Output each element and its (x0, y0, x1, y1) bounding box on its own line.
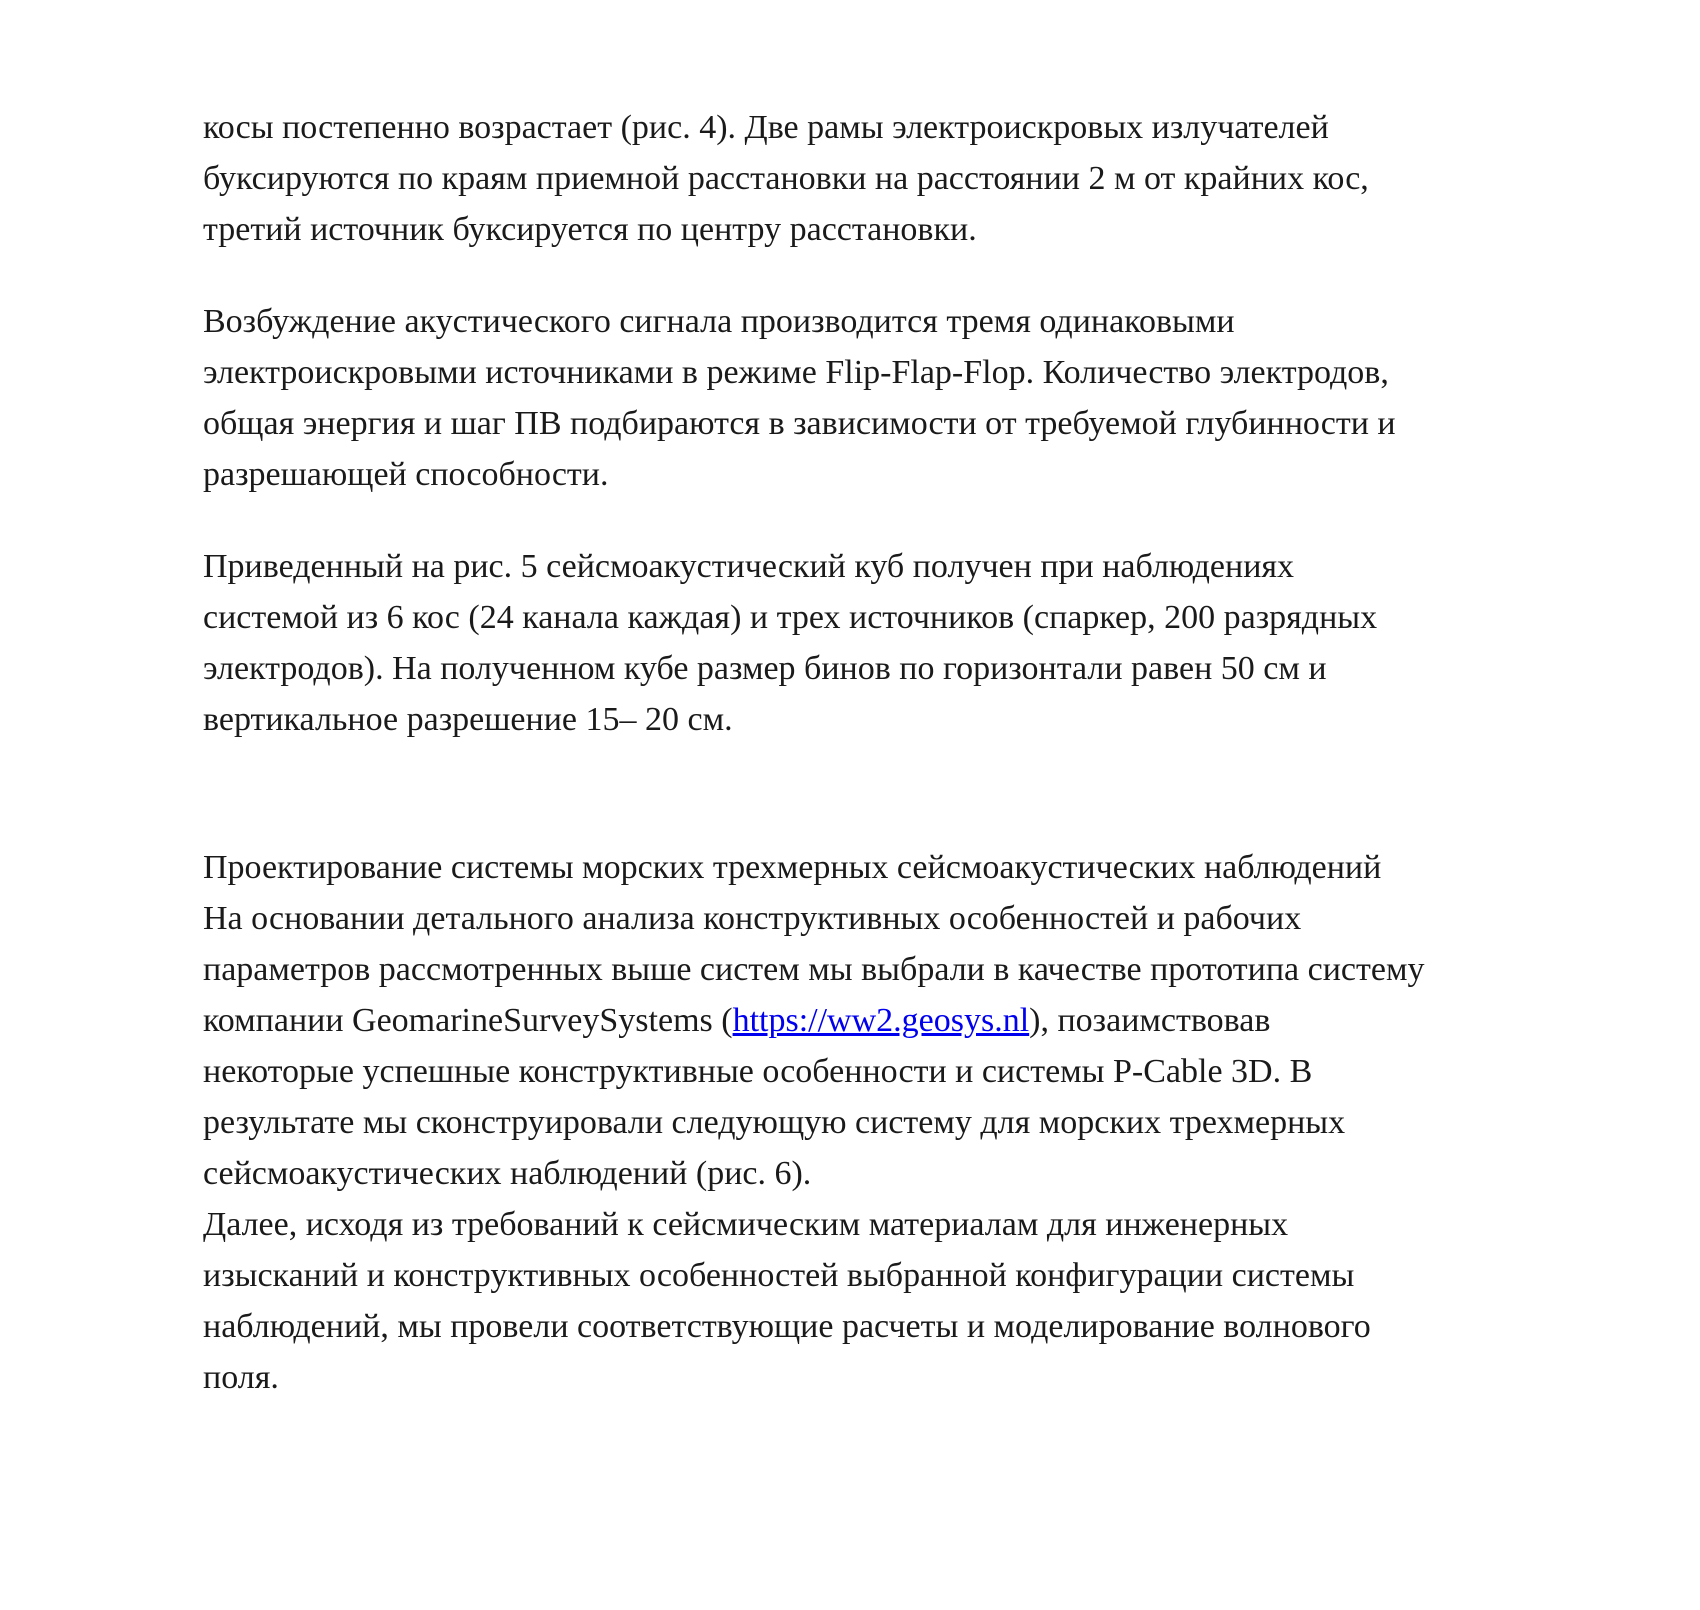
paragraph-2 (203, 296, 1543, 500)
paragraph-3 (203, 541, 1543, 745)
paragraph-line: косы постепенно возрастает (рис. 4). Две рамы электроискровых излучателей (203, 109, 1329, 146)
paragraph-line: некоторые успешные конструктивные особенности и системы P-Cable 3D. В (203, 1053, 1313, 1090)
paragraph-line: Возбуждение акустического сигнала производится тремя одинаковыми (203, 303, 1235, 340)
paragraph-line: системой из 6 кос (24 канала каждая) и трех источников (спаркер, 200 разрядных (203, 599, 1378, 636)
paragraph-line: общая энергия и шаг ПВ подбираются в зависимости от требуемой глубинности и (203, 405, 1396, 442)
line-text-before-link: компании GeomarineSurveySystems ( (203, 1002, 733, 1039)
paragraph-line: Далее, исходя из требований к сейсмическим материалам для инженерных (203, 1206, 1289, 1243)
paragraph-1 (203, 102, 1543, 255)
paragraph-line: параметров рассмотренных выше систем мы выбрали в качестве прототипа систему (203, 951, 1425, 988)
paragraph-spacer (203, 255, 1543, 296)
paragraph-line: электродов). На полученном кубе размер бинов по горизонтали равен 50 см и (203, 650, 1327, 687)
paragraph-line: разрешающей способности. (203, 456, 609, 493)
section-heading: Проектирование системы морских трехмерных сейсмоакустических наблюдений (203, 849, 1382, 886)
paragraph-line: третий источник буксируется по центру расстановки. (203, 211, 977, 248)
paragraph-spacer (203, 500, 1543, 541)
paragraph-line: наблюдений, мы провели соответствующие расчеты и моделирование волнового (203, 1308, 1371, 1345)
paragraph-4 (203, 893, 1543, 1199)
paragraph-line: поля. (203, 1359, 279, 1396)
section-spacer (203, 745, 1543, 842)
paragraph-line: вертикальное разрешение 15– 20 см. (203, 701, 733, 738)
geosys-link[interactable]: https://ww2.geosys.nl (732, 1002, 1030, 1039)
paragraph-5 (203, 1199, 1543, 1403)
paragraph-line: буксируются по краям приемной расстановки на расстоянии 2 м от крайних кос, (203, 160, 1369, 197)
document-body (203, 102, 1543, 1403)
line-text-after-link: ), позаимствовав (1029, 1002, 1271, 1039)
paragraph-line: изысканий и конструктивных особенностей выбранной конфигурации системы (203, 1257, 1355, 1294)
paragraph-line: сейсмоакустических наблюдений (рис. 6). (203, 1155, 812, 1192)
paragraph-line: результате мы сконструировали следующую систему для морских трехмерных (203, 1104, 1346, 1141)
paragraph-line-with-link (203, 995, 1543, 1046)
paragraph-line: Приведенный на рис. 5 сейсмоакустический куб получен при наблюдениях (203, 548, 1295, 585)
paragraph-line: электроискровыми источниками в режиме Flip-Flap-Flop. Количество электродов, (203, 354, 1389, 391)
paragraph-line: На основании детального анализа конструктивных особенностей и рабочих (203, 900, 1302, 937)
